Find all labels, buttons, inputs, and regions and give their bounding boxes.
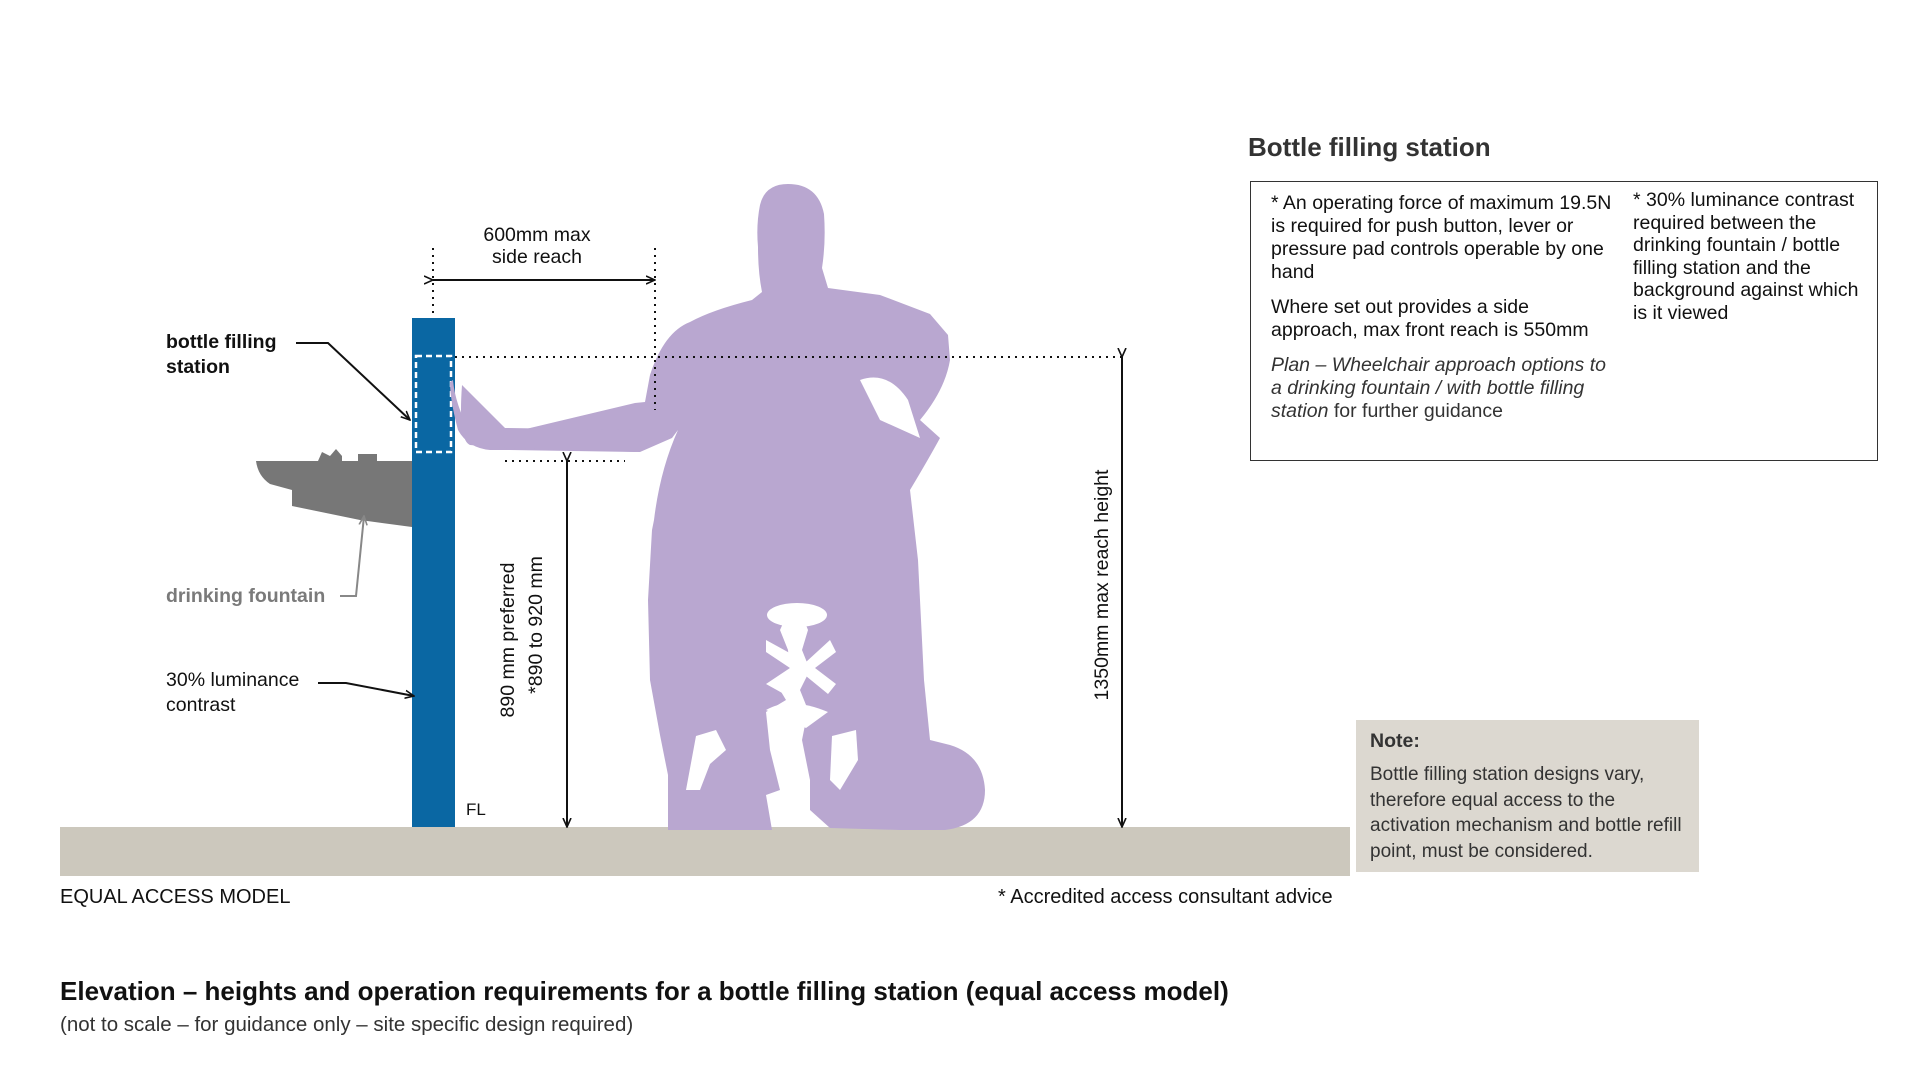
panel-title: Bottle filling station [1248, 132, 1491, 162]
model-label: EQUAL ACCESS MODEL [60, 886, 291, 908]
drinking-fountain-callout: drinking fountain [166, 585, 326, 607]
luminance-leader [318, 683, 414, 696]
guidance-reference [1271, 354, 1621, 423]
requirements-column-2: * 30% luminance contrast required between the drinking fountain / bottle filling station and the background against which is it viewed [1633, 189, 1859, 324]
note-body: Bottle filling station designs vary, therefore equal access to the activation mechanism and bottle refill point, must be considered. [1370, 764, 1682, 862]
note-title: Note: [1370, 730, 1420, 752]
drinking-fountain-leader [340, 516, 364, 596]
floor-level-label: FL [466, 800, 486, 819]
side-reach-line1: 600mm max [483, 224, 591, 246]
guidance-link-text[interactable]: Plan – Wheelchair approach options to a drinking fountain / with bottle filling station [1271, 354, 1606, 422]
luminance-callout [166, 668, 299, 718]
requirements-column-1 [1271, 192, 1621, 435]
guidance-suffix: for further guidance [1328, 400, 1503, 422]
bottle-station-leader [296, 343, 410, 420]
side-approach-text: Where set out provides a side approach, max front reach is 550mm [1271, 296, 1589, 341]
floor-slab [60, 827, 1350, 876]
note-box [1356, 720, 1699, 872]
drinking-fountain-shape [256, 449, 412, 527]
requirements-box [1250, 181, 1878, 461]
luminance-line2: contrast [166, 694, 236, 716]
max-reach-height-label: 1350mm max reach height [1091, 469, 1113, 701]
figure-caption: Elevation – heights and operation requirements for a bottle filling station (equal access model) [60, 976, 1229, 1006]
height-range-label: *890 to 920 mm [525, 556, 547, 694]
figure-subcaption: (not to scale – for guidance only – site specific design required) [60, 1013, 634, 1036]
consultant-advice-note: * Accredited access consultant advice [998, 886, 1333, 908]
preferred-height-label: 890 mm preferred [497, 562, 519, 718]
luminance-line1: 30% luminance [166, 669, 300, 691]
bottle-station-line1: bottle filling [166, 331, 277, 353]
side-reach-line2: side reach [492, 246, 582, 268]
bottle-station-line2: station [166, 356, 230, 378]
bottle-filling-station-column [412, 318, 455, 827]
side-reach-label [470, 224, 604, 268]
operating-force-text: * An operating force of maximum 19.5N is required for push button, lever or pressure pad controls operable by one hand [1271, 192, 1612, 283]
bottle-station-callout [166, 330, 276, 380]
